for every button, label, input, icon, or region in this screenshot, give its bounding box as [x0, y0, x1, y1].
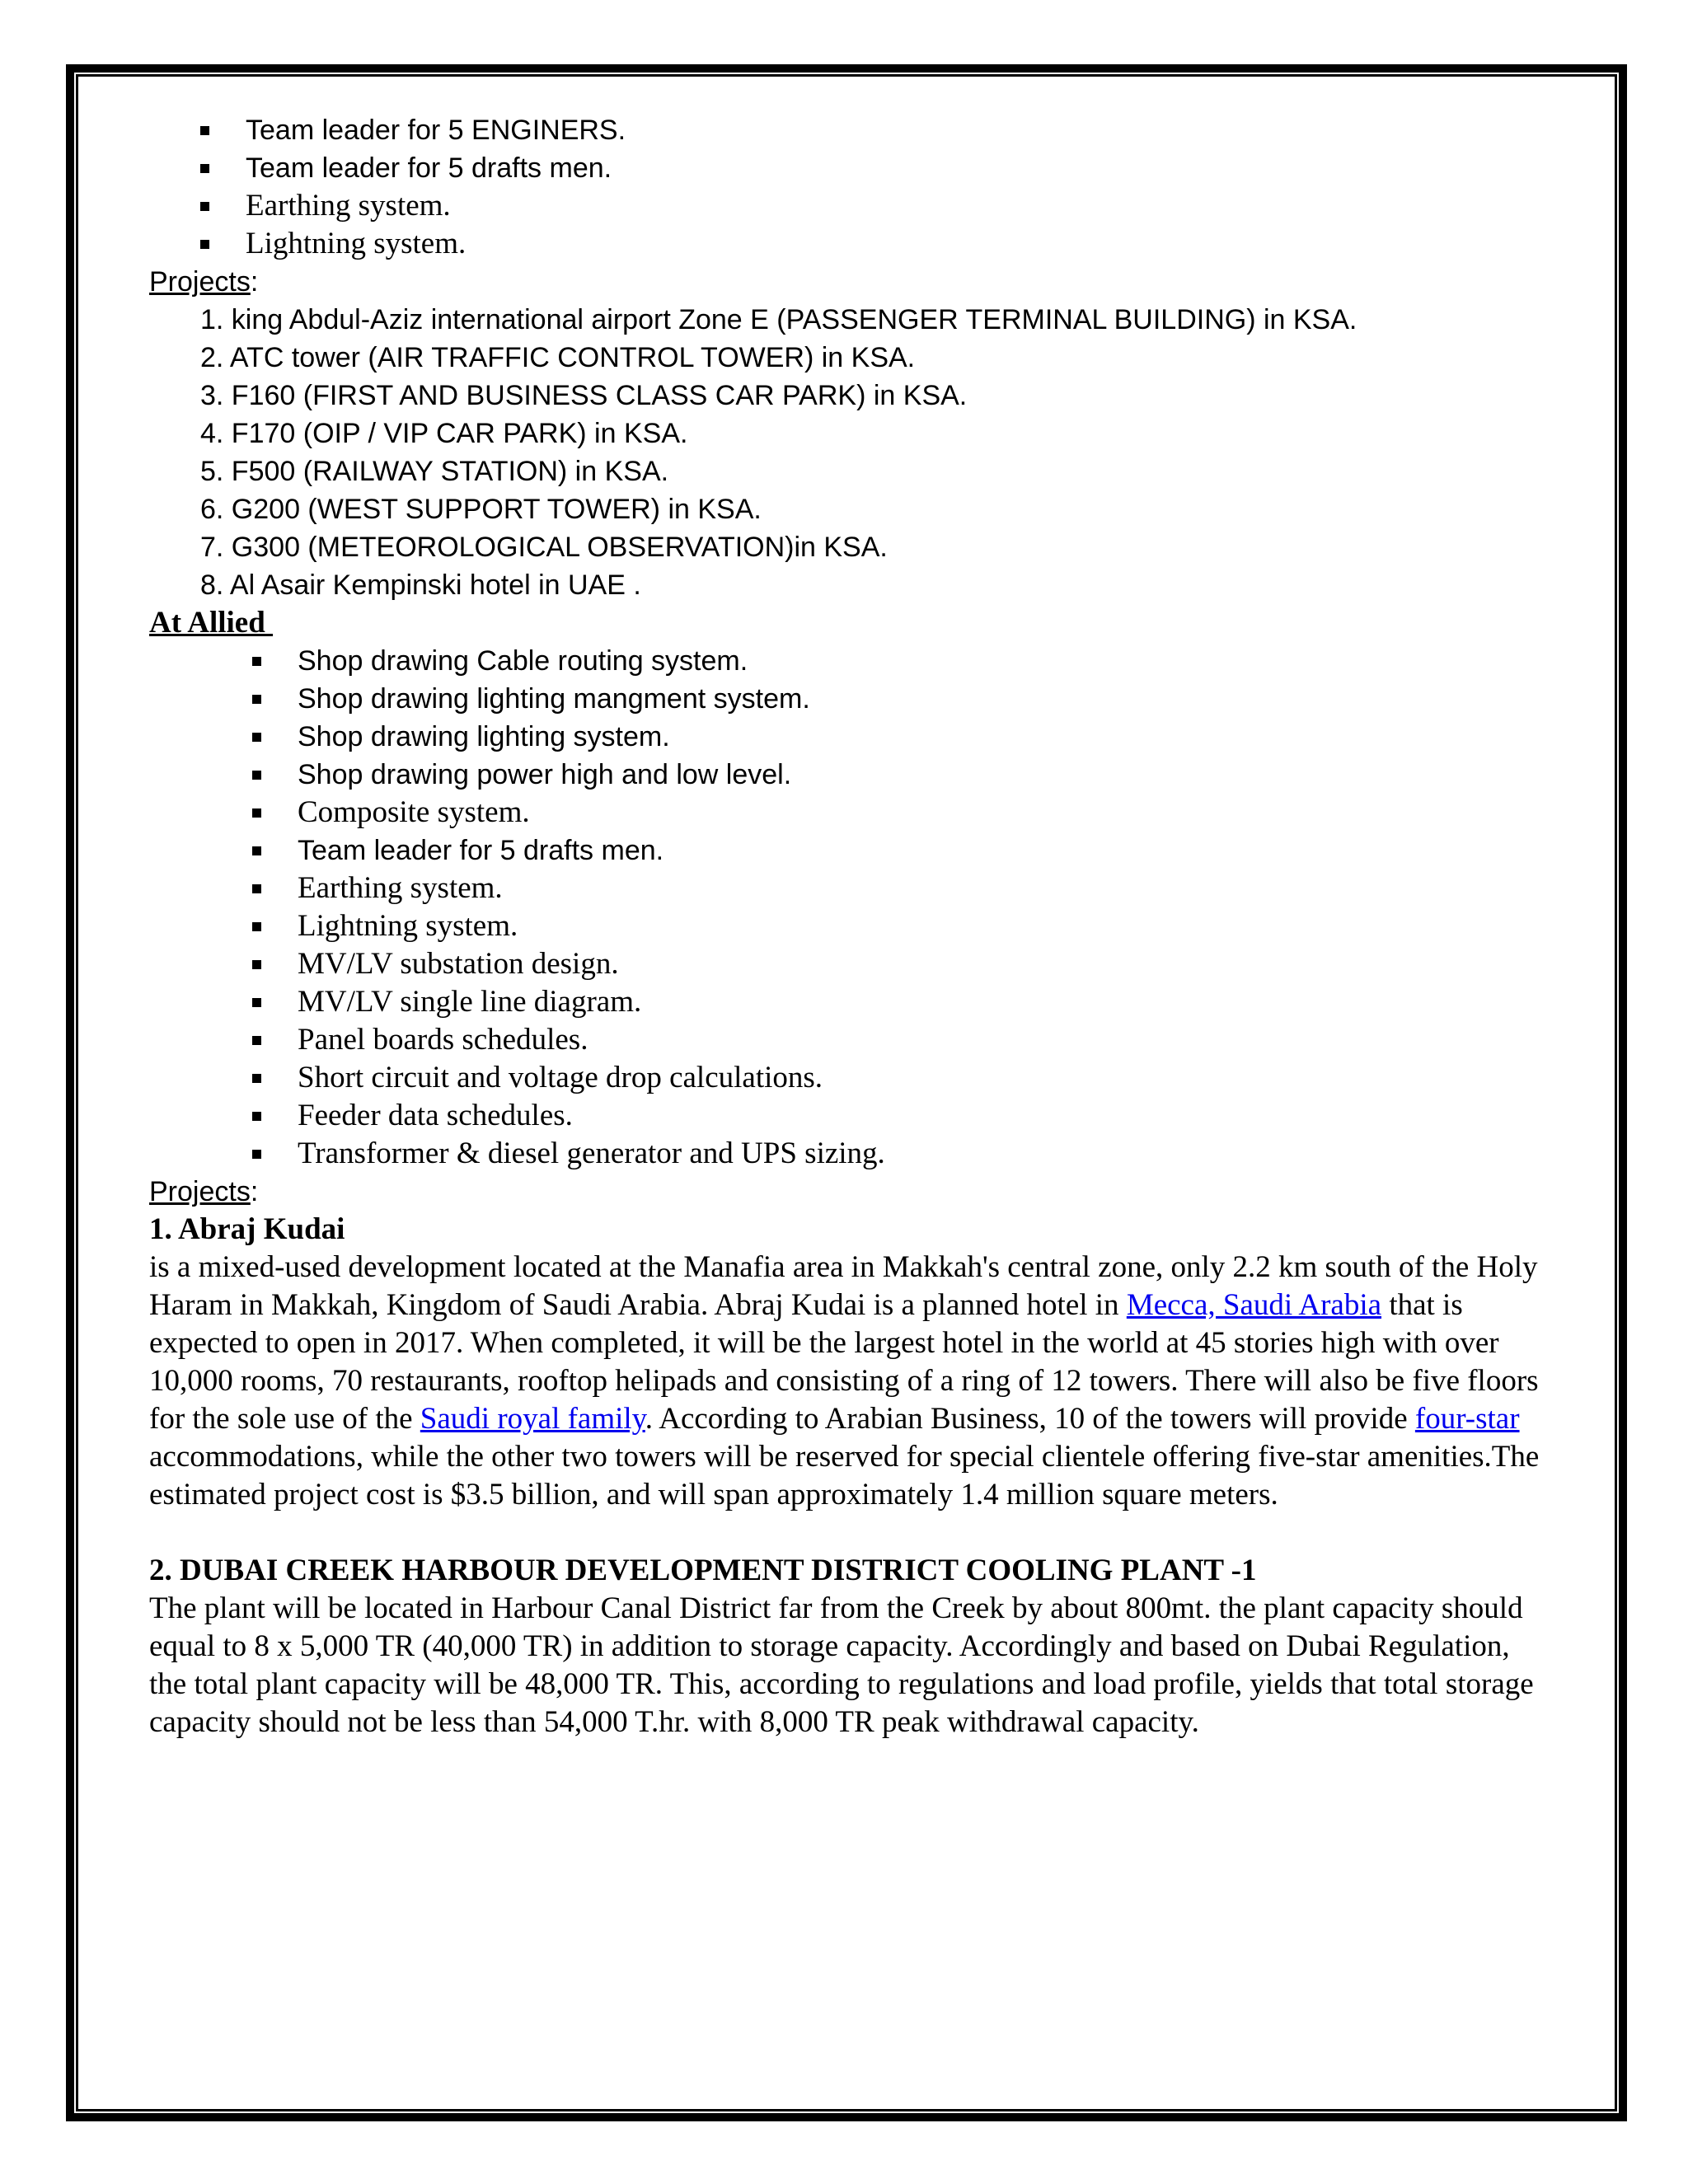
- project-item: 1. king Abdul-Aziz international airport Zone E (PASSENGER TERMINAL BUILDING) in KSA.: [200, 304, 1357, 335]
- project-item: 3. F160 (FIRST AND BUSINESS CLASS CAR PARK) in KSA.: [200, 380, 968, 411]
- bullet-item: Shop drawing lighting system.: [149, 718, 1550, 756]
- square-bullet-icon: [252, 960, 261, 969]
- square-bullet-icon: [252, 657, 261, 666]
- mecca-link[interactable]: Mecca, Saudi Arabia: [1126, 1288, 1382, 1322]
- four-star-link[interactable]: four-star: [1414, 1402, 1520, 1436]
- allied-heading: At Allied: [149, 606, 274, 640]
- square-bullet-icon: [252, 922, 261, 931]
- bullet-item: Short circuit and voltage drop calculations.: [149, 1059, 1550, 1097]
- project-a-title: 1. Abraj Kudai: [149, 1212, 345, 1246]
- project-item: 7. G300 (METEOROLOGICAL OBSERVATION)in KSA.: [200, 532, 888, 563]
- bullet-text: Lightning system.: [246, 227, 467, 260]
- bullet-item: [149, 225, 1550, 263]
- saudi-royal-family-link[interactable]: Saudi royal family: [420, 1402, 645, 1436]
- square-bullet-icon: [200, 126, 209, 135]
- bullet-item: [149, 111, 1550, 149]
- bullet-text: Team leader for 5 ENGINERS.: [246, 115, 626, 146]
- square-bullet-icon: [200, 202, 209, 211]
- project-item: 8. Al Asair Kempinski hotel in UAE .: [200, 569, 641, 601]
- project-item: 6. G200 (WEST SUPPORT TOWER) in KSA.: [200, 494, 762, 525]
- bullet-item: Composite system.: [149, 794, 1550, 832]
- project-item: 2. ATC tower (AIR TRAFFIC CONTROL TOWER) in KSA.: [200, 342, 916, 373]
- paragraph-spacer: [149, 1514, 1550, 1552]
- bullet-text: Earthing system.: [246, 189, 451, 223]
- square-bullet-icon: [200, 240, 209, 249]
- project-a-description: is a mixed-used development located at the Manafia area in Makkah's central zone, only 2.2 km south of the Holy Haram in Makkah, Kingdom of Saudi Arabia. Abraj Kudai is a planned hotel in Mecca, Saudi Arabia that is expected to open in 2017. When completed, it will be the largest hotel in the world at 45 stories high with over 10,000 rooms, 70 restaurants, rooftop helipads and consisting of a ring of 12 towers. There will also be five floors for the sole use of the Saudi royal family. According to Arabian Business, 10 of the towers will provide four-star accommodations, while the other two towers will be reserved for special clientele offering five-star amenities.The estimated project cost is $3.5 billion, and will span approximately 1.4 million square meters.: [149, 1250, 1540, 1511]
- project-list-1: [149, 301, 1550, 604]
- square-bullet-icon: [252, 1036, 261, 1045]
- allied-bullet-list: [149, 642, 1550, 1173]
- bullet-item: Shop drawing lighting mangment system.: [149, 680, 1550, 718]
- square-bullet-icon: [252, 808, 261, 818]
- top-bullet-list: [149, 111, 1550, 263]
- projects-heading-2: Projects:: [149, 1176, 259, 1207]
- square-bullet-icon: [252, 1112, 261, 1121]
- project-b-title: 2. DUBAI CREEK HARBOUR DEVELOPMENT DISTRICT COOLING PLANT -1: [149, 1554, 1257, 1587]
- document-body: [149, 111, 1550, 1741]
- square-bullet-icon: [200, 164, 209, 173]
- bullet-item: Lightning system.: [149, 907, 1550, 945]
- square-bullet-icon: [252, 998, 261, 1007]
- bullet-item: Earthing system.: [149, 869, 1550, 907]
- square-bullet-icon: [252, 695, 261, 704]
- bullet-item: [149, 149, 1550, 187]
- projects-heading-1: Projects:: [149, 266, 259, 298]
- square-bullet-icon: [252, 1150, 261, 1159]
- bullet-item: Panel boards schedules.: [149, 1021, 1550, 1059]
- bullet-text: Team leader for 5 drafts men.: [246, 152, 612, 184]
- square-bullet-icon: [252, 733, 261, 742]
- bullet-item: Shop drawing Cable routing system.: [149, 642, 1550, 680]
- bullet-item: Team leader for 5 drafts men.: [149, 832, 1550, 869]
- bullet-item: Shop drawing power high and low level.: [149, 756, 1550, 794]
- bullet-item: Feeder data schedules.: [149, 1097, 1550, 1135]
- square-bullet-icon: [252, 771, 261, 780]
- bullet-item: MV/LV substation design.: [149, 945, 1550, 983]
- square-bullet-icon: [252, 1074, 261, 1083]
- bullet-item: Transformer & diesel generator and UPS sizing.: [149, 1135, 1550, 1173]
- square-bullet-icon: [252, 846, 261, 855]
- square-bullet-icon: [252, 884, 261, 893]
- bullet-item: [149, 187, 1550, 225]
- project-b-description: The plant will be located in Harbour Canal District far from the Creek by about 800mt. the plant capacity should equal to 8 x 5,000 TR (40,000 TR) in addition to storage capacity. Accordingly and based on Dubai Regulation, the total plant capacity will be 48,000 TR. This, according to regulations and load profile, yields that total storage capacity should not be less than 54,000 T.hr. with 8,000 TR peak withdrawal capacity.: [149, 1591, 1534, 1739]
- project-item: 4. F170 (OIP / VIP CAR PARK) in KSA.: [200, 418, 688, 449]
- project-item: 5. F500 (RAILWAY STATION) in KSA.: [200, 456, 669, 487]
- bullet-item: MV/LV single line diagram.: [149, 983, 1550, 1021]
